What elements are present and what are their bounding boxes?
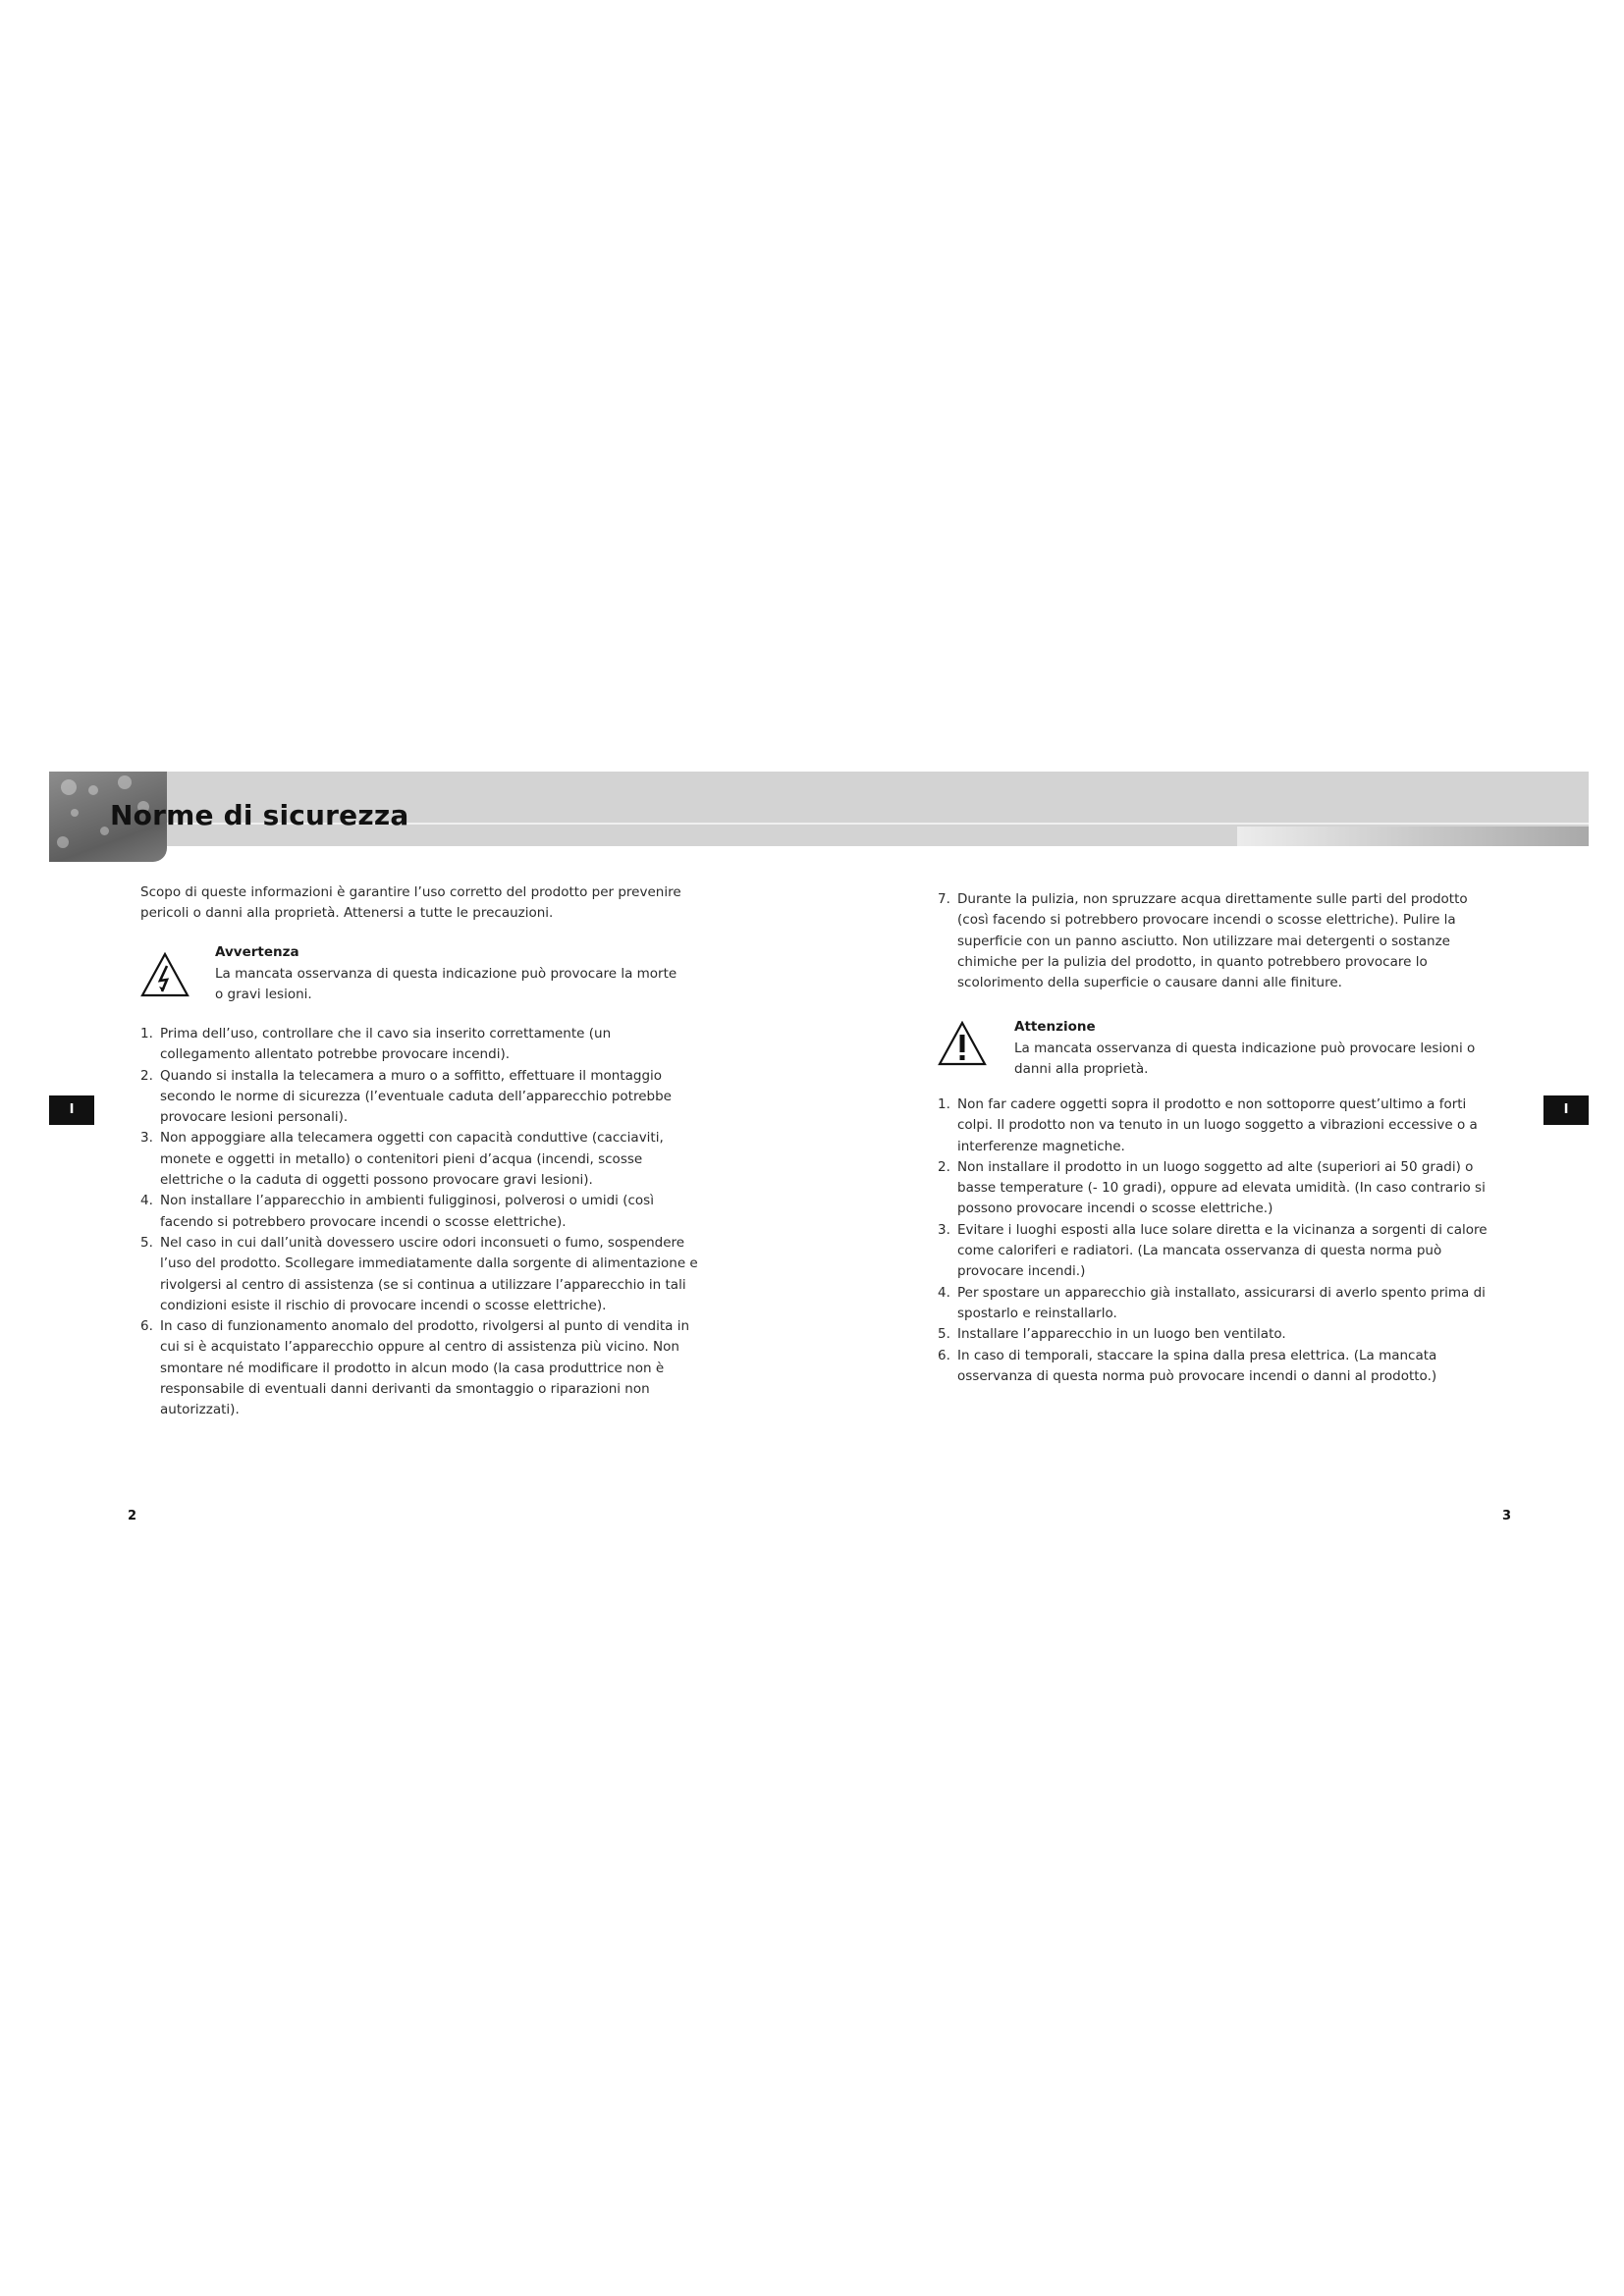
list-item-text: Non installare il prodotto in un luogo soggetto ad alte (superiori ai 50 gradi) o basse temperature (- 10 gradi), oppure ad elevata umidità. (In caso contrario si possono provocare incendi o scosse elettriche.) xyxy=(957,1158,1486,1217)
list-item-number: 2. xyxy=(938,1158,950,1175)
list-item-text: In caso di funzionamento anomalo del prodotto, rivolgersi al punto di vendita in cui si è acquistato l’apparecchio oppure al centro di assistenza più vicino. Non smontare né modificare il prodotto in alcun modo (la casa produttrice non è responsabile di eventuali danni derivanti da smontaggio o riparazioni non autorizzati). xyxy=(160,1318,690,1418)
language-tab-left: I xyxy=(49,1095,94,1125)
list-item-number: 2. xyxy=(140,1067,153,1084)
list-item-text: Quando si installa la telecamera a muro o a soffitto, effettuare il montaggio secondo le norme di sicurezza (l’eventuale caduta dell’apparecchio potrebbe provocare lesioni personali). xyxy=(160,1067,672,1126)
list-item xyxy=(938,889,1497,993)
list-item-number: 1. xyxy=(140,1026,153,1041)
list-item-number: 3. xyxy=(140,1130,153,1147)
warning-list-continued xyxy=(938,889,1497,993)
list-item-text: Durante la pulizia, non spruzzare acqua direttamente sulle parti del prodotto (così facendo si potrebbero provocare incendi o scosse elettriche). Pulire la superficie con un panno asciutto. Non utilizzare mai detergenti o sostanze chimiche per la pulizia del prodotto, in quanto potrebbero provocare lo scolorimento della superficie o causare danni alle finiture. xyxy=(957,891,1468,991)
list-item-number: 7. xyxy=(938,891,950,907)
list-item-text: Nel caso in cui dall’unità dovessero uscire odori inconsueti o fumo, sospendere l’uso del prodotto. Scollegare immediatamente dalla sorgente di alimentazione e rivolgersi al centro di assistenza (se si continua a utilizzare l’apparecchio in tali condizioni esiste il rischio di provocare incendi o scosse elettriche). xyxy=(160,1234,698,1313)
list-item xyxy=(140,1233,700,1316)
list-item xyxy=(938,1220,1497,1283)
list-item-number: 4. xyxy=(140,1193,153,1209)
list-item-number: 4. xyxy=(938,1284,950,1301)
warning-title: Avvertenza xyxy=(215,944,299,960)
header-band-gradient xyxy=(1237,827,1589,846)
warning-list xyxy=(140,1024,700,1421)
list-item-text: In caso di temporali, staccare la spina dalla presa elettrica. (La mancata osservanza di questa norma può provocare incendi o danni al prodotto.) xyxy=(957,1347,1437,1384)
page-title: Norme di sicurezza xyxy=(110,799,409,831)
list-item-number: 1. xyxy=(938,1096,950,1112)
list-item-text: Prima dell’uso, controllare che il cavo sia inserito correttamente (un collegamento allentato potrebbe provocare incendi). xyxy=(160,1026,612,1063)
list-item-text: Non installare l’apparecchio in ambienti fuligginosi, polverosi o umidi (così facendo si potrebbero provocare incendi o scosse elettriche). xyxy=(160,1193,654,1230)
caution-title: Attenzione xyxy=(1014,1019,1096,1035)
exclamation-warning-icon xyxy=(938,1021,987,1066)
list-item-number: 5. xyxy=(938,1326,950,1343)
caution-note xyxy=(938,1015,1497,1084)
list-item xyxy=(938,1157,1497,1220)
language-tab-right: I xyxy=(1543,1095,1589,1125)
list-item xyxy=(140,1191,700,1233)
list-item-text: Non far cadere oggetti sopra il prodotto e non sottoporre quest’ultimo a forti colpi. Il prodotto non va tenuto in un luogo soggetto a vibrazioni eccessive o a interferenze magnetiche. xyxy=(957,1096,1478,1154)
list-item-text: Per spostare un apparecchio già installato, assicurarsi di averlo spento prima di spostarlo e reinstallarlo. xyxy=(957,1284,1486,1321)
list-item-number: 6. xyxy=(938,1347,950,1363)
list-item xyxy=(140,1066,700,1129)
list-item xyxy=(938,1324,1497,1345)
list-item-text: Evitare i luoghi esposti alla luce solare diretta e la vicinanza a sorgenti di calore come caloriferi e radiatori. (La mancata osservanza di questa norma può provocare incendi.) xyxy=(957,1221,1488,1280)
caution-list xyxy=(938,1095,1497,1387)
warning-text: La mancata osservanza di questa indicazione può provocare la morte o gravi lesioni. xyxy=(215,966,677,1003)
list-item-number: 3. xyxy=(938,1221,950,1238)
list-item-number: 5. xyxy=(140,1234,153,1251)
list-item xyxy=(938,1283,1497,1325)
list-item xyxy=(938,1095,1497,1157)
list-item xyxy=(140,1024,700,1066)
page-number-left: 2 xyxy=(128,1509,137,1523)
intro-paragraph: Scopo di queste informazioni è garantire l’uso corretto del prodotto per prevenire pericoli o danni alla proprietà. Attenersi a tutte le precauzioni. xyxy=(140,884,681,922)
list-item xyxy=(140,1128,700,1191)
page-number-right: 3 xyxy=(1502,1509,1512,1523)
electric-shock-warning-icon xyxy=(140,952,189,997)
list-item xyxy=(938,1346,1497,1388)
list-item-text: Non appoggiare alla telecamera oggetti con capacità conduttive (cacciaviti, monete e oggetti in metallo) o contenitori pieni d’acqua (incendi, scosse elettriche o la caduta di oggetti possono provocare gravi lesioni). xyxy=(160,1130,664,1189)
warning-note xyxy=(140,940,690,1009)
caution-text: La mancata osservanza di questa indicazione può provocare lesioni o danni alla proprietà. xyxy=(1014,1041,1476,1078)
list-item-text: Installare l’apparecchio in un luogo ben ventilato. xyxy=(957,1326,1286,1343)
list-item-number: 6. xyxy=(140,1318,153,1335)
list-item xyxy=(140,1316,700,1420)
